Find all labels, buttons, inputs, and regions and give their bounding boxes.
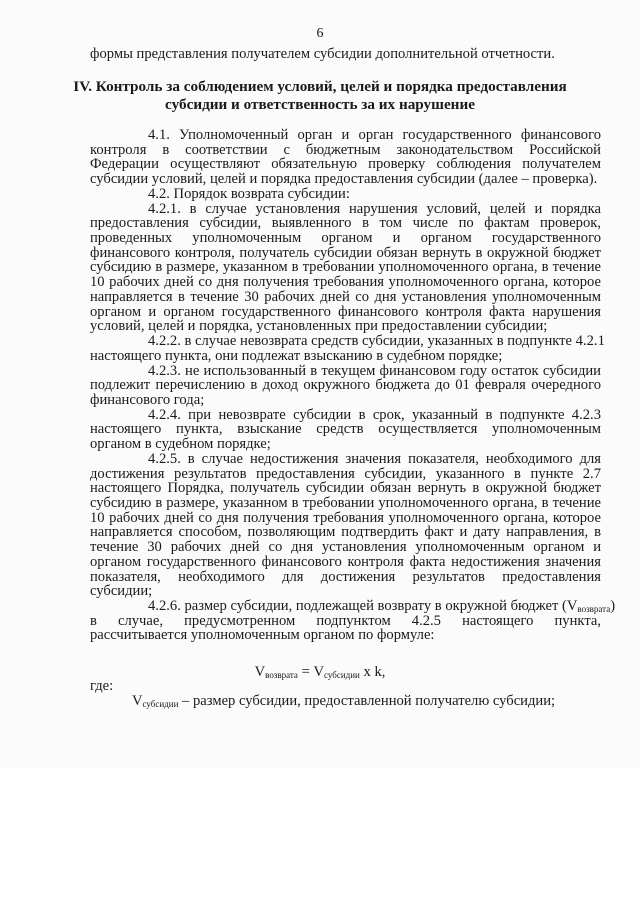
body-line: 4.2. Порядок возврата субсидии:: [148, 186, 350, 202]
header-line: формы представления получателем субсидии дополнительной отчетности.: [90, 46, 555, 62]
body-line: контроля в соответствии с бюджетным законодательством Российской: [90, 142, 601, 158]
paragraph-4-2-6-line: [148, 598, 615, 617]
body-line: субсидию в размере, указанном в требовании уполномоченного органа, в течение: [90, 495, 601, 511]
where-label: где:: [90, 678, 114, 694]
body-line: органом государственного финансового контроля факта недостижения значения: [90, 554, 601, 570]
body-line: рассчитывается уполномоченным органом по формуле:: [90, 627, 435, 643]
formula-tail: x k,: [359, 664, 386, 680]
def-v: V: [132, 693, 143, 709]
body-line: течение 30 рабочих дней со дня установления уполномоченным органом и: [90, 539, 601, 555]
formula-eq: =: [297, 664, 314, 680]
paragraph-4-2-6-text: 4.2.6. размер субсидии, подлежащей возврату в окружной бюджет (V: [148, 598, 578, 614]
body-line: субсидии условий, целей и порядка предоставления субсидии (далее – проверка).: [90, 171, 598, 187]
formula-sub1: возврата: [265, 670, 298, 680]
body-line: органом и органом государственного финансового контроля факта нарушения: [90, 304, 601, 320]
body-line: 4.2.1. в случае установления нарушения условий, целей и порядка: [148, 201, 601, 217]
body-line: настоящего Порядка, получатель субсидии обязан вернуть в окружной бюджет: [90, 480, 601, 496]
body-line: субсидии;: [90, 583, 153, 599]
body-line: проведенных уполномоченным органом и органом государственного: [90, 230, 601, 246]
body-line: 4.2.4. при невозврате субсидии в срок, указанный в подпункте 4.2.3: [148, 407, 601, 423]
formula-v2: V: [313, 664, 324, 680]
body-line: достижения результатов предоставления субсидии, указанного в пункте 2.7: [90, 466, 601, 482]
body-line: показателя, необходимого для достижения результатов предоставления: [90, 569, 601, 585]
formula-sub2: субсидии: [324, 670, 360, 680]
body-line: направляется в течение 30 рабочих дней со дня установления уполномоченным: [90, 289, 601, 305]
body-line: настоящего пункта, взыскание средств осуществляется уполномоченным: [90, 421, 601, 437]
body-line: финансового года;: [90, 392, 205, 408]
body-line: 4.2.5. в случае недостижения значения показателя, необходимого для: [148, 451, 601, 467]
body-line: органом в судебном порядке;: [90, 436, 271, 452]
def-text: – размер субсидии, предоставленной получателю субсидии;: [178, 693, 556, 709]
subscript-vozvrata: возврата: [577, 604, 611, 614]
body-line: финансового контроля, получатель субсидии обязан вернуть в окружной бюджет: [90, 245, 601, 261]
section-title-line-2: субсидии и ответственность за их нарушение: [165, 96, 475, 113]
body-line: в случае, предусмотренном подпунктом 4.2.5 настоящего пункта,: [90, 613, 601, 629]
definition-line: [132, 693, 555, 712]
body-line: 10 рабочих дней со дня получения требования уполномоченного органа, которое: [90, 510, 601, 526]
body-line: 4.1. Уполномоченный орган и орган государственного финансового: [148, 127, 601, 143]
body-line: предоставления субсидии, выявленного в том числе по фактам проверок,: [90, 215, 601, 231]
body-line: субсидию в размере, указанном в требовании уполномоченного органа, в течение: [90, 259, 601, 275]
body-line: настоящего пункта, они подлежат взысканию в судебном порядке;: [90, 348, 503, 364]
def-sub: субсидии: [142, 699, 179, 709]
section-title-line-1: IV. Контроль за соблюдением условий, целей и порядка предоставления: [73, 78, 567, 95]
body-line: Федерации осуществляют обязательную проверку соблюдения получателем: [90, 156, 601, 172]
body-line: условий, целей и порядка, установленных при предоставлении субсидии;: [90, 318, 548, 334]
body-line: 4.2.2. в случае невозврата средств субсидии, указанных в подпункте 4.2.1: [148, 333, 605, 349]
body-line: 4.2.3. не использованный в текущем финансовом году остаток субсидии: [148, 363, 601, 379]
page-number: 6: [316, 26, 324, 41]
body-line: направляется способом, позволяющим подтвердить факт и дату направления, в: [90, 524, 601, 540]
formula-v1: V: [254, 664, 266, 680]
body-line: 10 рабочих дней со дня получения требования уполномоченного органа, которое: [90, 274, 601, 290]
paren-close: ): [610, 598, 616, 614]
body-line: подлежит перечислению в доход окружного бюджета до 01 февраля очередного: [90, 377, 601, 393]
